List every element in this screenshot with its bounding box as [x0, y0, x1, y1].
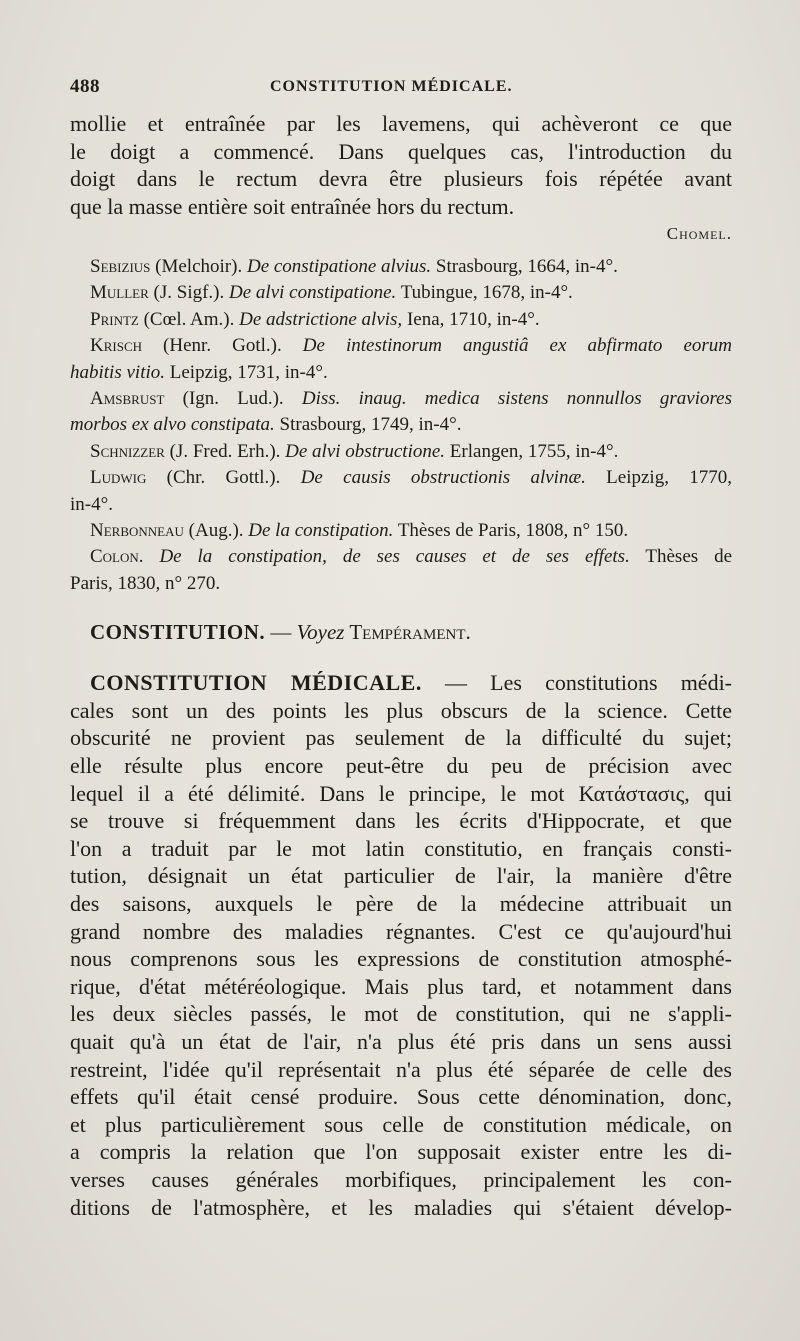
work-title: De alvi constipatione. — [229, 282, 397, 304]
bib-entry — [70, 465, 732, 518]
text-line: Les constitutions médi- — [490, 670, 732, 696]
text-line: des saisons, auxquels le père de la médecine attribuait un — [70, 891, 732, 917]
author-initials: (Aug.). — [183, 520, 249, 542]
bib-entry — [70, 439, 732, 465]
author-name: Krisch — [90, 335, 143, 357]
author-name: Printz — [90, 308, 139, 330]
bib-entry — [70, 307, 732, 333]
text-line: quait qu'à un état de l'air, n'a plus été pris dans un sens aussi — [70, 1029, 732, 1054]
pub-info: in-4°. — [70, 493, 113, 515]
cross-ref-target: Tempérament. — [344, 620, 471, 645]
text-line: grand nombre des maladies régnantes. C'est ce qu'aujourd'hui — [70, 918, 732, 944]
text-line: mollie et entraînée par les lavemens, qui achèveront ce que — [70, 111, 732, 136]
author-name: Schnizzer — [90, 440, 165, 462]
pub-info: Erlangen, 1755, in-4°. — [445, 440, 619, 462]
page-body — [70, 110, 732, 1221]
work-title: Diss. inaug. medica sistens nonnullos graviores — [301, 388, 732, 410]
bib-entry — [70, 386, 732, 439]
author-name: Sebizius — [90, 256, 151, 277]
bib-entry — [70, 518, 732, 544]
entry-term: CONSTITUTION. — [90, 620, 266, 645]
text-line: lequel il a été délimité. Dans le principe, le mot Κατάστασις, qui — [70, 780, 732, 806]
text-line: ditions de l'atmosphère, et les maladies qui s'étaient dévelop- — [70, 1194, 732, 1220]
text-line: le doigt a commencé. Dans quelques cas, l'introduction du — [70, 138, 732, 164]
pub-info: Paris, 1830, n° 270. — [70, 572, 221, 594]
work-title-cont: habitis vitio. — [70, 361, 165, 383]
article-constitution-medicale: CONSTITUTION MÉDICALE. — Les constitutions médi- cales sont un des points les plus obscurs de la science. Cette obscurité ne provient pas seulement de la difficulté du sujet; elle résulte plus encore peut-être du peu de précision avec lequel il a été délimité. Dans le principe, le mot Κατάστασις, qui se trouve si fréquemment dans les écrits d'Hippocrate, et que l'on a traduit par le mot latin constitutio, en français consti- tution, désignait un état particulier de l'air, la manière d'être des saisons, auxquels le père de la médecine attribuait un grand nombre des maladies régnantes. C'est ce qu'aujourd'hui nous comprenons sous les expressions de constitution atmosphé- rique, d'état météréologique. Mais plus tard, et notamment dans les deux siècles passés, le mot de constitution, qui ne s'appli- quait qu'à un état de l'air, n'a plus été pris dans un sens aussi restreint, l'idée qu'il représentait n'a plus été séparée de celle des effets qu'il était censé produire. Sous cette dénomination, donc, et plus particulièrement sous celle de constitution médicale, on a compris la relation que l'on supposait exister entre les di- verses causes générales morbifiques, principalement les con- ditions de l'atmosphère, et les maladies qui s'étaient dévelop- — [70, 670, 732, 1220]
text-line: verses causes générales morbifiques, principalement les con- — [70, 1166, 732, 1192]
text-line: cales sont un des points les plus obscurs de la science. Cette — [70, 697, 732, 723]
text-line: doigt dans le rectum devra être plusieurs fois répétée avant — [70, 166, 732, 191]
text-line: a compris la relation que l'on supposait exister entre les di- — [70, 1139, 732, 1165]
work-title: De constipatione alvius. — [246, 256, 432, 277]
pub-info: Iena, 1710, in-4°. — [402, 308, 540, 330]
author-initials: (Henr. Gotl.). — [142, 335, 303, 357]
text-line: tution, désignait un état particulier de l'air, la manière d'être — [70, 863, 732, 889]
pub-info: Leipzig, 1731, in-4°. — [165, 361, 328, 383]
page-number: 488 — [70, 76, 100, 97]
author-name: Amsbrust — [90, 388, 165, 410]
text-line: les deux siècles passés, le mot de constitution, qui ne s'appli- — [70, 1001, 732, 1027]
author-initials: (Cœl. Am.). — [138, 308, 240, 330]
pub-info: Strasbourg, 1664, in-4°. — [431, 256, 618, 277]
author-signature: Chomel. — [666, 224, 732, 243]
em-dash: — — [265, 620, 297, 645]
pub-info: Strasbourg, 1749, in-4°. — [274, 414, 462, 436]
author-name: Nerbonneau — [90, 520, 184, 542]
text-line: se trouve si fréquemment dans les écrits d'Hippocrate, et que — [70, 808, 732, 834]
text-line: l'on a traduit par le mot latin constitutio, en français consti- — [70, 835, 732, 861]
work-title: De la constipation. — [248, 520, 394, 542]
work-title: De intestinorum angustiâ ex abfirmato eorum — [302, 335, 732, 357]
author-initials — [144, 546, 160, 567]
work-title-cont: morbos ex alvo constipata. — [70, 414, 275, 436]
text-line: et plus particulièrement sous celle de constitution médicale, on — [70, 1111, 732, 1137]
cross-reference-entry — [70, 617, 732, 647]
pub-info: Tubingue, 1678, in-4°. — [396, 282, 573, 304]
author-initials: (J. Fred. Erh.). — [164, 440, 286, 462]
text-line: rique, d'état météréologique. Mais plus tard, et notamment dans — [70, 973, 732, 999]
author-initials: (Chr. Gottl.). — [146, 467, 301, 489]
pub-info: Thèses de — [629, 546, 732, 568]
author-name: Colon. — [90, 546, 144, 568]
work-title: De alvi obstructione. — [285, 440, 446, 462]
text-line: obscurité ne provient pas seulement de la difficulté du sujet; — [70, 725, 732, 751]
text-line: elle résulte plus encore peut-être du peu de précision avec — [70, 753, 732, 779]
author-name: Muller — [90, 282, 149, 304]
work-title: De adstrictione alvis, — [239, 308, 403, 330]
bib-entry — [70, 544, 732, 597]
pub-info: Thèses de Paris, 1808, n° 150. — [393, 520, 629, 542]
bib-entry — [70, 333, 732, 386]
text-line: restreint, l'idée qu'il représentait n'a plus été séparée de celle des — [70, 1056, 732, 1082]
text-line: effets qu'il était censé produire. Sous cette dénomination, donc, — [70, 1084, 732, 1110]
bib-entry — [70, 254, 732, 280]
author-initials: (Ign. Lud.). — [164, 388, 302, 410]
voyez-label: Voyez — [296, 620, 345, 645]
running-title: CONSTITUTION MÉDICALE. — [270, 78, 513, 95]
entry-term: CONSTITUTION MÉDICALE. — [90, 670, 422, 696]
bib-entry — [70, 280, 732, 306]
author-initials: (J. Sigf.). — [148, 282, 230, 304]
pub-info: Leipzig, 1770, — [585, 467, 732, 489]
bibliography — [70, 254, 732, 597]
work-title: De causis obstructionis alvinæ. — [300, 467, 586, 489]
author-initials: (Melchoir). — [150, 256, 247, 277]
author-name: Ludwig — [90, 467, 147, 489]
intro-paragraph — [70, 110, 732, 220]
work-title: De la constipation, de ses causes et de ses effets. — [159, 546, 630, 568]
text-line: nous comprenons sous les expressions de constitution atmosphé- — [70, 946, 732, 972]
text-line: que la masse entière soit entraînée hors du rectum. — [70, 193, 515, 219]
